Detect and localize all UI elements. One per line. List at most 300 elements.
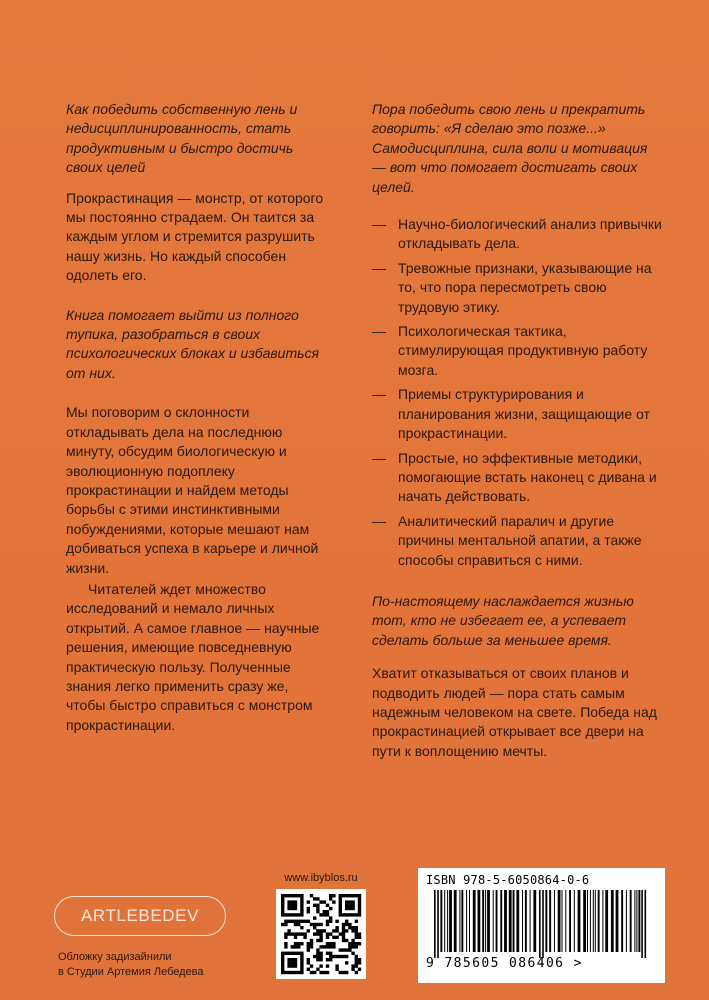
qr-module (329, 955, 332, 958)
qr-module (355, 926, 358, 929)
qr-module (326, 920, 329, 923)
qr-module (281, 923, 284, 926)
qr-module (284, 945, 287, 948)
qr-module (345, 920, 348, 923)
qr-module (284, 920, 287, 923)
qr-module (329, 907, 332, 910)
qr-module (319, 952, 322, 955)
qr-module (332, 955, 335, 958)
credit-line: в Студии Артемия Лебедева (58, 966, 204, 978)
left-paragraph-readers: Читателей ждет множество исследований и немало личных открытий. А самое главное — научные решения, имеющие повседневную практическую пользу. Полученные знания легко применить сразу же, чтобы быстро справиться с монстром прокрастинации. (66, 580, 320, 733)
barcode-bar (447, 890, 448, 952)
qr-module (281, 913, 284, 916)
dash-bullet: — (372, 259, 386, 276)
qr-module (329, 894, 332, 897)
qr-module (348, 948, 351, 951)
qr-module (281, 900, 284, 903)
qr-module (307, 907, 310, 910)
qr-module (300, 910, 303, 913)
qr-module (339, 910, 342, 913)
qr-module (358, 913, 361, 916)
qr-module (310, 964, 313, 967)
list-item (372, 322, 662, 380)
qr-module (342, 939, 345, 942)
qr-module (300, 900, 303, 903)
barcode-bar (621, 890, 623, 952)
qr-module (319, 913, 322, 916)
barcode-bar (513, 890, 515, 952)
qr-module (291, 913, 294, 916)
qr-module (300, 926, 303, 929)
qr-module (291, 894, 294, 897)
qr-module (358, 942, 361, 945)
qr-module (355, 945, 358, 948)
qr-module (339, 897, 342, 900)
barcode-bar (549, 890, 551, 952)
qr-module (284, 936, 287, 939)
qr-module (339, 971, 342, 974)
qr-module (323, 929, 326, 932)
qr-module (339, 907, 342, 910)
barcode-bar (578, 890, 581, 952)
barcode-bar (558, 890, 561, 952)
qr-module (281, 904, 284, 907)
qr-module (345, 904, 348, 907)
qr-module (345, 961, 348, 964)
qr-module (348, 904, 351, 907)
barcode-bar (645, 890, 647, 958)
barcode-number: 9 785605 086406 > (426, 956, 583, 971)
qr-module (294, 894, 297, 897)
qr-module (345, 948, 348, 951)
barcode-bar (487, 890, 490, 952)
qr-module (319, 964, 322, 967)
qr-module (291, 920, 294, 923)
qr-module (345, 907, 348, 910)
qr-module (329, 942, 332, 945)
list-item (372, 385, 662, 443)
qr-module (307, 910, 310, 913)
qr-module (319, 932, 322, 935)
qr-module (342, 936, 345, 939)
qr-module (303, 920, 306, 923)
qr-module (351, 945, 354, 948)
barcode-bar (434, 890, 436, 958)
qr-module (358, 968, 361, 971)
qr-module (335, 929, 338, 932)
qr-module (342, 932, 345, 935)
qr-module (339, 932, 342, 935)
qr-module (291, 952, 294, 955)
barcode-bar (636, 890, 637, 952)
barcode-bar (478, 890, 481, 952)
list-item-text: Научно-биологический анализ привычки откладывать дела. (398, 216, 662, 252)
qr-module (294, 900, 297, 903)
qr-module (294, 907, 297, 910)
qr-module (345, 913, 348, 916)
qr-module (300, 920, 303, 923)
barcode-bar (554, 890, 555, 952)
artlebedev-logo: ARTLEBEDEV (54, 896, 226, 936)
qr-module (326, 910, 329, 913)
dash-bullet: — (372, 216, 386, 233)
barcode-bar (469, 890, 470, 952)
qr-module (307, 929, 310, 932)
qr-module (300, 894, 303, 897)
barcode-bar (638, 890, 640, 952)
qr-module (345, 955, 348, 958)
qr-module (316, 948, 319, 951)
list-item-text: Аналитический паралич и другие причины ментальной апатии, а также способы справиться с ними. (398, 512, 642, 568)
qr-module (300, 964, 303, 967)
qr-module (323, 910, 326, 913)
qr-module (342, 955, 345, 958)
qr-module (355, 894, 358, 897)
qr-module (281, 971, 284, 974)
qr-module (284, 894, 287, 897)
qr-module (291, 900, 294, 903)
isbn-text: ISBN 978-5-6050864-0-6 (426, 873, 590, 887)
barcode-bar (493, 890, 494, 952)
dash-bullet: — (372, 449, 386, 466)
qr-module (351, 907, 354, 910)
qr-module (294, 923, 297, 926)
qr-module (316, 968, 319, 971)
qr-module (348, 945, 351, 948)
qr-module (323, 913, 326, 916)
barcode-bar (444, 890, 445, 952)
list-item (372, 259, 662, 317)
qr-module (355, 936, 358, 939)
right-column (372, 100, 662, 772)
qr-module (329, 945, 332, 948)
barcode-bar (449, 890, 452, 952)
qr-module (351, 894, 354, 897)
qr-module (319, 900, 322, 903)
barcode-bar (595, 890, 596, 952)
dash-bullet: — (372, 386, 386, 403)
barcode-bar (562, 890, 563, 952)
barcode-bar (630, 890, 632, 952)
barcode-bar (616, 890, 619, 952)
qr-module (310, 923, 313, 926)
qr-module (355, 913, 358, 916)
qr-module (345, 929, 348, 932)
qr-module (300, 958, 303, 961)
qr-module (297, 971, 300, 974)
qr-module (284, 971, 287, 974)
qr-module (310, 942, 313, 945)
qr-module (297, 952, 300, 955)
qr-module (355, 942, 358, 945)
qr-module (284, 913, 287, 916)
qr-module (297, 913, 300, 916)
qr-module (342, 948, 345, 951)
qr-module (294, 945, 297, 948)
qr-module (307, 958, 310, 961)
barcode-bar (482, 890, 484, 952)
right-closing-paragraph: Хватит отказываться от своих планов и подводить людей — пора стать самым надежным человеком на свете. Победа над прокрастинацией открывает все двери на пути к воплощению мечты. (372, 665, 657, 759)
qr-module (313, 955, 316, 958)
qr-module (345, 939, 348, 942)
list-item-text: Приемы структурирования и планирования жизни, защищающие от прокрастинации. (398, 386, 650, 442)
qr-module (332, 894, 335, 897)
qr-module (329, 958, 332, 961)
qr-module (300, 932, 303, 935)
qr-module (319, 958, 322, 961)
qr-module (287, 964, 290, 967)
qr-module (348, 907, 351, 910)
barcode-bar (459, 890, 460, 952)
qr-module (281, 897, 284, 900)
qr-module (294, 936, 297, 939)
qr-module (300, 913, 303, 916)
qr-module (316, 910, 319, 913)
barcode-bar (583, 890, 586, 952)
qr-module (335, 968, 338, 971)
barcode-bar (605, 890, 608, 952)
qr-module (326, 904, 329, 907)
qr-module (316, 929, 319, 932)
qr-module (291, 964, 294, 967)
qr-module (281, 958, 284, 961)
qr-module (313, 916, 316, 919)
qr-module (326, 913, 329, 916)
qr-module (332, 900, 335, 903)
qr-module (287, 894, 290, 897)
qr-module (332, 929, 335, 932)
website-url: www.ibyblos.ru (284, 872, 358, 884)
qr-module (319, 936, 322, 939)
qr-module (358, 932, 361, 935)
qr-module (287, 952, 290, 955)
barcode-bar (485, 890, 486, 952)
qr-module (297, 945, 300, 948)
qr-module (310, 894, 313, 897)
qr-module (358, 894, 361, 897)
qr-module (329, 897, 332, 900)
qr-module (300, 971, 303, 974)
qr-module (281, 955, 284, 958)
qr-module (358, 958, 361, 961)
qr-module (345, 894, 348, 897)
barcode-bar (533, 890, 536, 952)
qr-module (294, 942, 297, 945)
qr-module (348, 900, 351, 903)
qr-module (291, 971, 294, 974)
qr-module (287, 961, 290, 964)
qr-module (351, 952, 354, 955)
isbn-barcode (418, 868, 665, 983)
barcode-bar (530, 890, 531, 952)
qr-module (307, 945, 310, 948)
list-item-text: Простые, но эффективные методики, помогающие встать наконец с дивана и начать действовать. (398, 449, 657, 505)
qr-module (339, 913, 342, 916)
left-intro-italic: Как победить собственную лень и недисциплинированность, стать продуктивным и быстро достичь своих целей (66, 101, 298, 176)
right-quote-italic: По-настоящему наслаждается жизнью тот, кто не избегает ее, а успевает сделать больше за меньшее время. (372, 592, 634, 648)
barcode-bar (542, 890, 544, 958)
qr-module (316, 952, 319, 955)
qr-module (326, 964, 329, 967)
qr-module (319, 955, 322, 958)
qr-module (342, 913, 345, 916)
qr-module (342, 929, 345, 932)
qr-module (307, 968, 310, 971)
qr-module (300, 897, 303, 900)
qr-module (300, 955, 303, 958)
barcode-bar (539, 890, 541, 958)
qr-module (351, 968, 354, 971)
qr-module (316, 939, 319, 942)
qr-module (307, 920, 310, 923)
barcode-bar (634, 890, 635, 952)
qr-module (319, 945, 322, 948)
qr-module (348, 913, 351, 916)
qr-module (345, 971, 348, 974)
qr-module (351, 900, 354, 903)
qr-module (316, 923, 319, 926)
qr-module (307, 961, 310, 964)
barcode-bar (522, 890, 523, 952)
qr-module (307, 948, 310, 951)
qr-module (319, 929, 322, 932)
qr-module (300, 961, 303, 964)
qr-module (342, 894, 345, 897)
qr-module (281, 964, 284, 967)
qr-module (342, 971, 345, 974)
qr-module (348, 894, 351, 897)
qr-module (313, 932, 316, 935)
qr-module (291, 932, 294, 935)
qr-module (358, 897, 361, 900)
qr-module (310, 939, 313, 942)
qr-module (287, 900, 290, 903)
qr-module (323, 900, 326, 903)
qr-module (319, 923, 322, 926)
qr-module (348, 923, 351, 926)
qr-module (294, 958, 297, 961)
barcode-bar (466, 890, 467, 952)
qr-code-graphic (276, 889, 366, 979)
qr-module (335, 920, 338, 923)
qr-module (355, 964, 358, 967)
qr-module (310, 945, 313, 948)
qr-module (316, 904, 319, 907)
qr-module (355, 920, 358, 923)
qr-code-icon (276, 889, 366, 979)
qr-module (355, 932, 358, 935)
qr-module (303, 932, 306, 935)
qr-module (291, 958, 294, 961)
qr-module (287, 958, 290, 961)
qr-module (355, 929, 358, 932)
left-paragraph-discuss: Мы поговорим о склонности откладывать дела на последнюю минуту, обсудим биологическую и эволюционную подоплеку прокрастинации и найдем методы борьбы с этими инстинктивными побуждениями, которые мешают нам добиваться успеха в карьере и личной жизни. (66, 404, 319, 576)
barcode-bar (504, 890, 507, 952)
qr-module (329, 952, 332, 955)
qr-module (297, 894, 300, 897)
qr-module (287, 929, 290, 932)
barcode-bar (545, 890, 547, 952)
qr-module (300, 907, 303, 910)
qr-module (342, 926, 345, 929)
qr-module (332, 936, 335, 939)
barcode-bar (496, 890, 498, 952)
qr-module (310, 971, 313, 974)
qr-module (326, 932, 329, 935)
barcode-bar (598, 890, 600, 952)
qr-module (355, 971, 358, 974)
barcode-bar (565, 890, 566, 952)
qr-module (335, 964, 338, 967)
qr-module (339, 955, 342, 958)
qr-module (281, 961, 284, 964)
left-paragraph-monster: Прокрастинация — монстр, от которого мы постоянно страдаем. Он таится за каждым углом и стремится разрушить нашу жизнь. Но каждый способен одолеть его. (66, 189, 324, 284)
list-item (372, 512, 662, 570)
barcode-bar (574, 890, 575, 952)
qr-module (355, 961, 358, 964)
qr-module (316, 932, 319, 935)
qr-module (345, 923, 348, 926)
qr-module (313, 926, 316, 929)
qr-module (287, 971, 290, 974)
barcode-bar (437, 890, 439, 958)
qr-module (294, 964, 297, 967)
left-column (66, 100, 328, 746)
design-credit (58, 950, 258, 980)
list-item (372, 449, 662, 507)
right-intro-italic: Пора победить свою лень и прекратить говорить: «Я сделаю это позже...» Самодисциплина, сила воли и мотивация — вот что помогает достигать своих целей. (372, 101, 648, 195)
qr-module (294, 932, 297, 935)
barcode-bar (587, 890, 588, 952)
qr-module (307, 900, 310, 903)
qr-module (316, 955, 319, 958)
barcode-bar (641, 890, 643, 958)
barcode-bar (569, 890, 571, 952)
barcode-bar (516, 890, 519, 952)
qr-module (339, 894, 342, 897)
barcode-bar (593, 890, 594, 952)
qr-module (326, 942, 329, 945)
qr-module (319, 971, 322, 974)
qr-module (284, 932, 287, 935)
qr-module (281, 894, 284, 897)
qr-module (316, 958, 319, 961)
left-italic-book-helps: Книга помогает выйти из полного тупика, разобраться в своих психологических блоках и избавиться от них. (66, 306, 319, 381)
barcode-bar (461, 890, 463, 952)
qr-module (284, 923, 287, 926)
barcode-bar (590, 890, 591, 952)
qr-module (351, 942, 354, 945)
qr-module (335, 926, 338, 929)
qr-module (313, 904, 316, 907)
qr-module (287, 904, 290, 907)
qr-module (348, 926, 351, 929)
qr-module (313, 923, 316, 926)
qr-module (297, 942, 300, 945)
qr-module (300, 904, 303, 907)
qr-module (326, 971, 329, 974)
qr-module (339, 948, 342, 951)
barcode-bar (473, 890, 476, 952)
qr-module (281, 910, 284, 913)
qr-module (297, 920, 300, 923)
qr-module (319, 939, 322, 942)
qr-module (313, 897, 316, 900)
qr-module (300, 942, 303, 945)
qr-module (335, 936, 338, 939)
qr-module (284, 952, 287, 955)
qr-module (291, 961, 294, 964)
